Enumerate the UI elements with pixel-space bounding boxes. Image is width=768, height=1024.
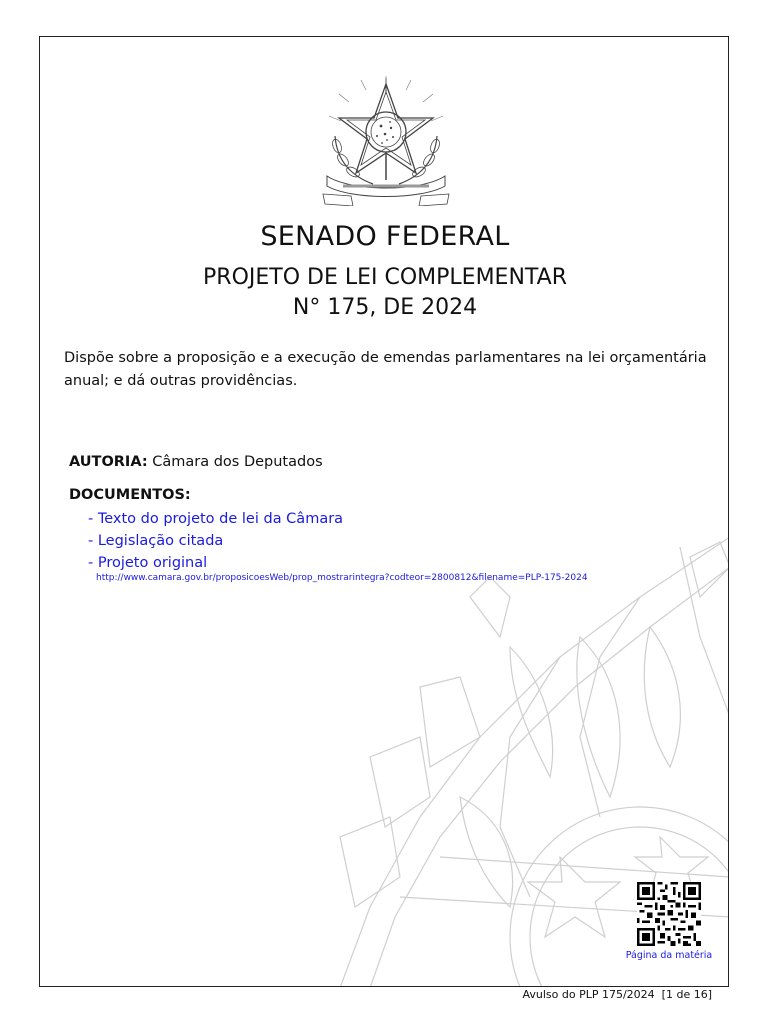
autoria-label: AUTORIA: xyxy=(69,454,148,470)
autoria-line xyxy=(69,454,323,470)
autoria-value: Câmara dos Deputados xyxy=(152,454,323,470)
qr-caption[interactable]: Página da matéria xyxy=(625,950,713,961)
document-number: N° 175, DE 2024 xyxy=(292,295,478,320)
projeto-original-url[interactable]: http://www.camara.gov.br/proposicoesWeb/prop_mostrarintegra?codteor=2800812&filename=PLP-175-2024 xyxy=(96,573,588,583)
link-texto-projeto[interactable]: - Texto do projeto de lei da Câmara xyxy=(88,511,344,527)
documentos-label: DOCUMENTOS: xyxy=(69,487,191,503)
institution-title: SENADO FEDERAL xyxy=(260,221,510,252)
qr-code[interactable] xyxy=(637,882,701,946)
coat-of-arms-emblem xyxy=(321,76,451,206)
link-projeto-original[interactable]: - Projeto original xyxy=(88,555,208,571)
document-type: PROJETO DE LEI COMPLEMENTAR xyxy=(203,265,567,290)
document-page xyxy=(39,36,729,987)
ementa-text: Dispõe sobre a proposição e a execução de emendas parlamentares na lei orçamentária anual; e dá outras providências. xyxy=(64,350,707,389)
document-type-heading xyxy=(40,263,729,323)
footer-page-number: [1 de 16] xyxy=(661,988,712,1001)
footer-label: Avulso do PLP 175/2024 xyxy=(522,988,655,1001)
documentos-list xyxy=(88,508,343,574)
page-footer xyxy=(523,988,713,1001)
link-legislacao-citada[interactable]: - Legislação citada xyxy=(88,533,224,549)
